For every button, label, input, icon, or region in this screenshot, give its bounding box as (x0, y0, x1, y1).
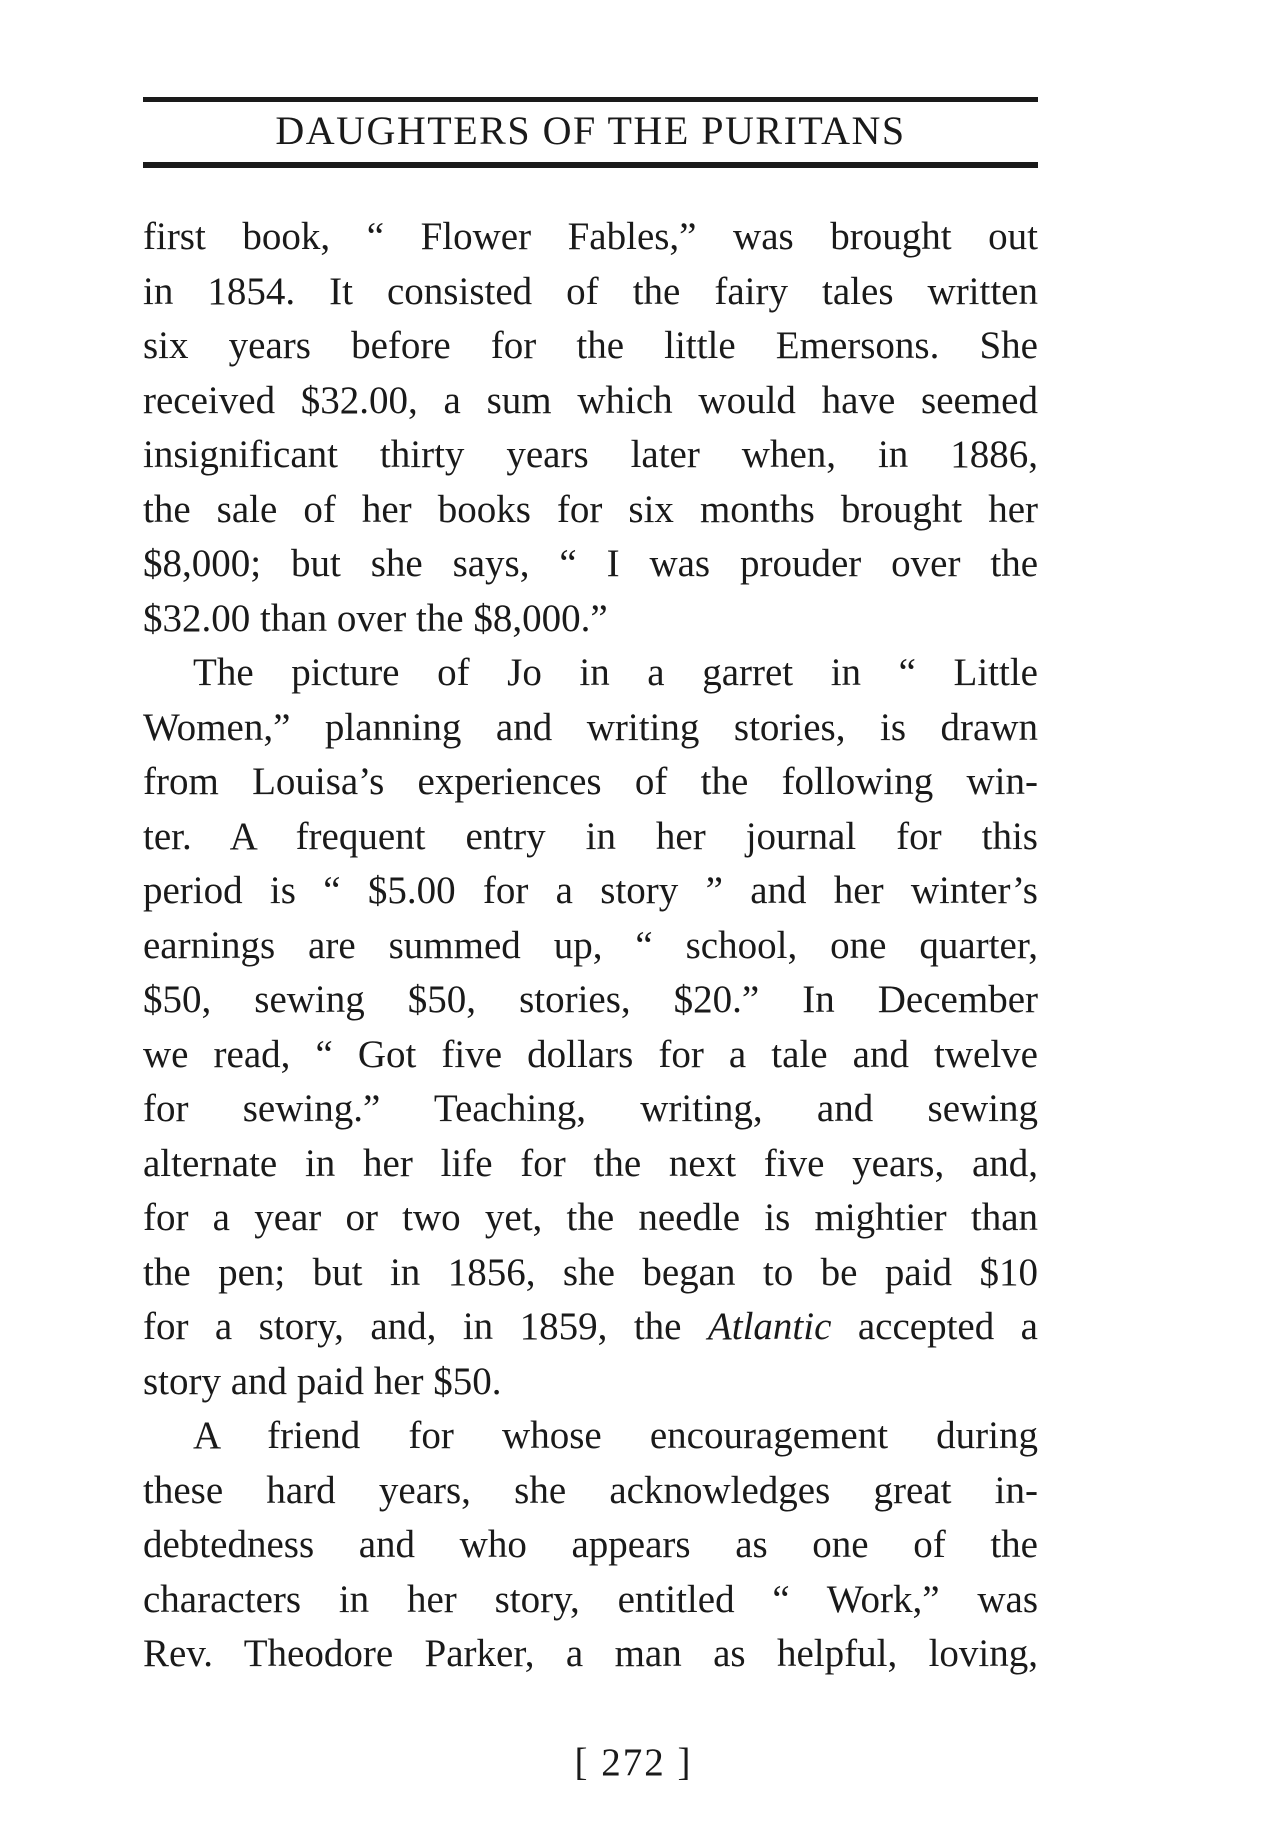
text-line: story and paid her $50. (143, 1359, 502, 1403)
text-line: characters in her story, entitled “ Work,” was (143, 1577, 1038, 1621)
text-line: alternate in her life for the next five years, and, (143, 1141, 1038, 1185)
text-line: $32.00 than over the $8,000.” (143, 596, 608, 640)
text-line: in 1854. It consisted of the fairy tales written (143, 269, 1038, 313)
text-line: earnings are summed up, “ school, one quarter, (143, 923, 1038, 967)
page-header (143, 97, 1038, 168)
text-line: insignificant thirty years later when, in 1886, (143, 433, 1038, 476)
paragraph-1 (143, 210, 1038, 646)
text-line: $50, sewing $50, stories, $20.” In December (143, 978, 1038, 1021)
text-line: the sale of her books for six months brought her (143, 487, 1038, 531)
text-line: for a year or two yet, the needle is mightier than (143, 1196, 1038, 1239)
body-text (143, 210, 1038, 1682)
text-line: Women,” planning and writing stories, is drawn (143, 705, 1038, 749)
text-line: for sewing.” Teaching, writing, and sewing (143, 1087, 1038, 1130)
text-line: The picture of Jo in a garret in “ Little (193, 651, 1038, 694)
text-line: Rev. Theodore Parker, a man as helpful, loving, (143, 1632, 1038, 1675)
text-line: we read, “ Got five dollars for a tale and twelve (143, 1032, 1038, 1076)
running-head: DAUGHTERS OF THE PURITANS (275, 108, 906, 153)
text-line: for a story, and, in 1859, the Atlantic accepted a (143, 1305, 1038, 1348)
text-line: period is “ $5.00 for a story ” and her winter’s (143, 869, 1038, 912)
text-line: $8,000; but she says, “ I was prouder over the (143, 542, 1038, 585)
text-line: received $32.00, a sum which would have seemed (143, 378, 1038, 422)
text-line: A friend for whose encouragement during (193, 1414, 1038, 1457)
text-line: six years before for the little Emersons. She (143, 324, 1038, 367)
text-line: ter. A frequent entry in her journal for this (143, 814, 1038, 858)
text-line: debtedness and who appears as one of the (143, 1523, 1038, 1566)
text-line: from Louisa’s experiences of the following win- (143, 760, 1038, 803)
page-number: [ 272 ] (574, 1741, 693, 1784)
text-line: the pen; but in 1856, she began to be paid $10 (143, 1250, 1038, 1294)
text-line: these hard years, she acknowledges great in- (143, 1468, 1038, 1512)
paragraph-3 (143, 1409, 1038, 1682)
paragraph-2 (143, 646, 1038, 1409)
text-line: first book, “ Flower Fables,” was brought out (143, 215, 1038, 258)
italic-title: Atlantic (707, 1305, 832, 1348)
header-rule-bottom (143, 162, 1038, 168)
